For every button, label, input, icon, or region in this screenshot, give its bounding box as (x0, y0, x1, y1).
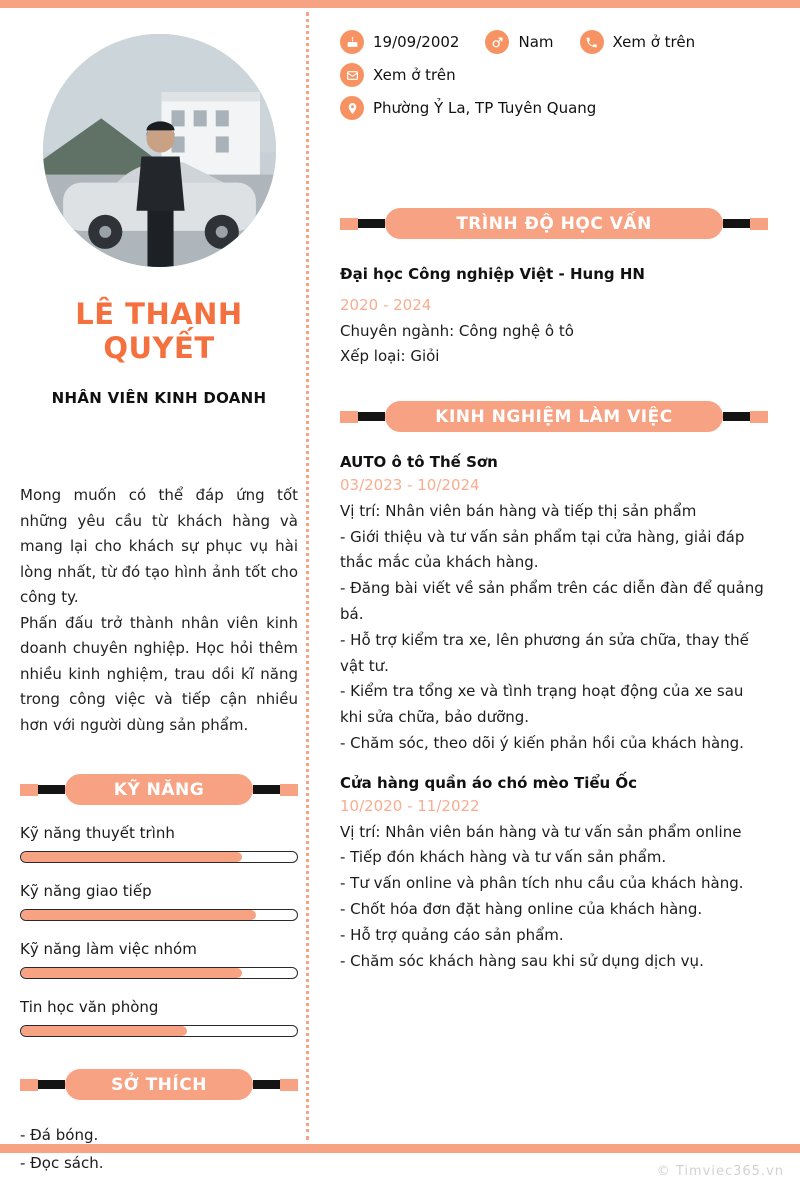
header-accent-square (20, 1079, 38, 1091)
header-accent-square (280, 1079, 298, 1091)
header-black-bar (38, 785, 65, 794)
job-company: AUTO ô tô Thế Sơn (340, 453, 498, 472)
header-black-bar (723, 412, 750, 421)
hobbies-header-pill: SỞ THÍCH (65, 1069, 253, 1100)
header-accent-square (750, 411, 768, 423)
hobby-item: - Đá bóng. (20, 1126, 99, 1144)
job-company: Cửa hàng quần áo chó mèo Tiểu Ốc (340, 773, 638, 792)
job-position: Vị trí: Nhân viên bán hàng và tiếp thị sản phẩm (340, 502, 697, 521)
contact-address-value: Phường Ỷ La, TP Tuyên Quang (373, 99, 597, 117)
job-bullet: - Hỗ trợ kiểm tra xe, lên phương án sửa chữa, thay thế vật tư. (340, 630, 749, 675)
objective-paragraph: Phấn đấu trở thành nhân viên kinh doanh chuyên nghiệp. Học hỏi thêm nhiều kinh nghiệm, trau dồi kĩ năng trong công việc và tiếp cận nhiều hơn với người dùng sản phẩm. (20, 613, 298, 734)
skill-bar-track (20, 967, 298, 979)
job-position: Vị trí: Nhân viên bán hàng và tư vấn sản phẩm online (340, 822, 742, 841)
map-pin-icon (340, 96, 364, 120)
contact-dob (340, 30, 459, 54)
job-bullet: - Giới thiệu và tư vấn sản phẩm tại cửa hàng, giải đáp thắc mắc của khách hàng. (340, 527, 745, 572)
skills-section-header (20, 774, 298, 805)
contact-dob-value: 19/09/2002 (373, 33, 460, 51)
job-bullet-list (340, 525, 768, 757)
candidate-job-title: NHÂN VIÊN KINH DOANH (51, 389, 267, 407)
skill-label: Kỹ năng giao tiếp (20, 882, 152, 900)
header-black-bar (253, 1080, 280, 1089)
education-header-pill: TRÌNH ĐỘ HỌC VẤN (385, 208, 723, 239)
skill-label: Kỹ năng thuyết trình (20, 824, 175, 842)
education-period: 2020 - 2024 (340, 295, 432, 314)
bottom-accent-bar (0, 1144, 800, 1153)
header-accent-square (750, 218, 768, 230)
job-bullet: - Tư vấn online và phân tích nhu cầu của khách hàng. (340, 874, 744, 893)
right-column (340, 30, 768, 974)
left-column (20, 8, 298, 1178)
skill-item (20, 940, 298, 979)
watermark-copyright: © Timviec365.vn (656, 1164, 784, 1179)
contact-gender (485, 30, 553, 54)
job-bullet: - Chăm sóc khách hàng sau khi sử dụng dịch vụ. (340, 951, 704, 970)
contact-phone (580, 30, 696, 54)
contact-row (340, 30, 768, 54)
header-accent-square (340, 411, 358, 423)
experience-section-header (340, 401, 768, 432)
gender-icon (485, 30, 509, 54)
job-bullet: - Chăm sóc, theo dõi ý kiến phản hồi của khách hàng. (340, 734, 744, 753)
hobby-item: - Đọc sách. (20, 1153, 104, 1172)
candidate-name: LÊ THANH QUYẾT (75, 297, 243, 365)
education-school: Đại học Công nghiệp Việt - Hung HN (340, 265, 645, 283)
experience-header-pill: KINH NGHIỆM LÀM VIỆC (385, 401, 723, 432)
contact-row (340, 96, 768, 120)
job-bullet-list (340, 845, 768, 974)
experience-entry (340, 774, 768, 974)
education-entry (340, 262, 768, 370)
job-bullet: - Tiếp đón khách hàng và tư vấn sản phẩm. (340, 848, 667, 867)
job-period: 10/2020 - 11/2022 (340, 796, 480, 815)
education-major: Chuyên ngành: Công nghệ ô tô (340, 321, 574, 340)
skills-header-pill: KỸ NĂNG (65, 774, 253, 805)
header-accent-square (280, 784, 298, 796)
contact-row (340, 63, 768, 87)
education-section-header (340, 208, 768, 239)
skill-label: Kỹ năng làm việc nhóm (20, 940, 197, 958)
header-accent-square (340, 218, 358, 230)
skill-bar-track (20, 909, 298, 921)
education-grade: Xếp loại: Giỏi (340, 347, 440, 366)
contact-address (340, 96, 596, 120)
contact-gender-value: Nam (518, 33, 554, 51)
objective-paragraph: Mong muốn có thể đáp ứng tốt những yêu cầu từ khách hàng và mang lại cho khách sự phục vụ hài lòng nhất, từ đó tạo hình ảnh tốt cho công ty. (20, 486, 298, 606)
column-divider-dotted-line (306, 12, 309, 1140)
contact-phone-value: Xem ở trên (612, 33, 696, 51)
header-black-bar (253, 785, 280, 794)
contact-email-value: Xem ở trên (373, 66, 456, 84)
envelope-icon (340, 63, 364, 87)
job-bullet: - Đăng bài viết về sản phẩm trên các diễn đàn để quảng bá. (340, 579, 764, 624)
header-accent-square (20, 784, 38, 796)
skill-item (20, 882, 298, 921)
phone-icon (580, 30, 604, 54)
top-accent-bar (0, 0, 800, 8)
skill-bar-track (20, 851, 298, 863)
skill-item (20, 998, 298, 1037)
skill-bar-fill (21, 910, 256, 920)
profile-photo (43, 34, 276, 267)
skill-bar-fill (21, 852, 242, 862)
contact-email (340, 63, 456, 87)
header-black-bar (38, 1080, 65, 1089)
job-bullet: - Hỗ trợ quảng cáo sản phẩm. (340, 925, 564, 944)
job-bullet: - Kiểm tra tổng xe và tình trạng hoạt động của xe sau khi sửa chữa, bảo dưỡng. (340, 682, 744, 727)
profile-photo-placeholder (43, 34, 276, 267)
header-black-bar (358, 412, 385, 421)
skill-item (20, 824, 298, 863)
job-period: 03/2023 - 10/2024 (340, 476, 480, 495)
skill-label: Tin học văn phòng (20, 998, 159, 1016)
header-black-bar (723, 219, 750, 228)
experience-entry (340, 453, 768, 757)
hobbies-section-header (20, 1069, 298, 1100)
cake-icon (340, 30, 364, 54)
skill-bar-fill (21, 1026, 187, 1036)
skill-bar-fill (21, 968, 242, 978)
skill-bar-track (20, 1025, 298, 1037)
career-objective (20, 483, 298, 738)
job-bullet: - Chốt hóa đơn đặt hàng online của khách hàng. (340, 899, 703, 918)
header-black-bar (358, 219, 385, 228)
